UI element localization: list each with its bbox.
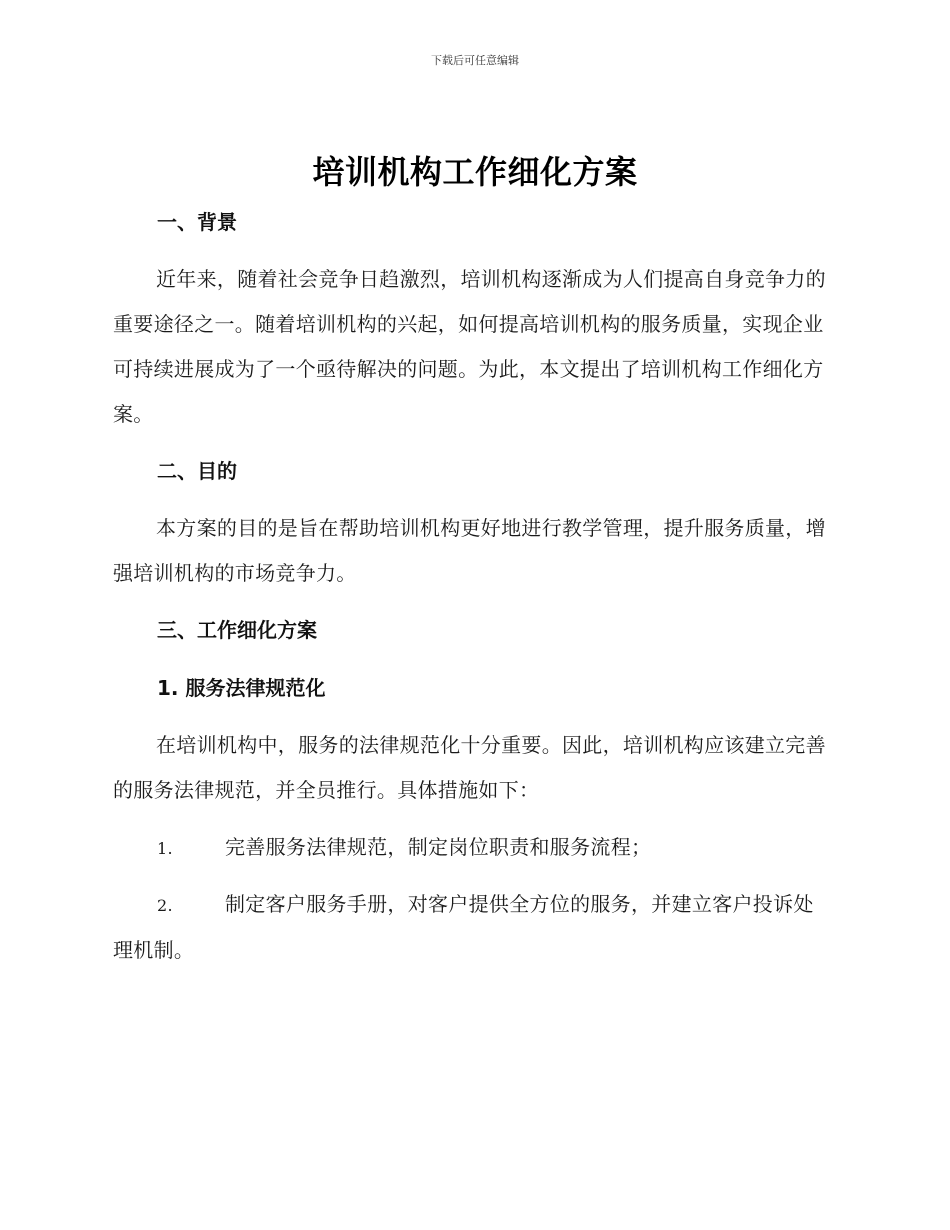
background-paragraph [113,257,833,437]
legal-paragraph [113,723,833,813]
list-number: 1. [157,839,173,858]
purpose-paragraph-text: 本方案的目的是旨在帮助培训机构更好地进行教学管理，提升服务质量，增强培训机构的市场竞争力。 [113,516,826,585]
section-heading-plan: 三、工作细化方案 [157,618,317,642]
list-number: 2. [157,896,173,915]
legal-paragraph-text: 在培训机构中，服务的法律规范化十分重要。因此，培训机构应该建立完善的服务法律规范，并全员推行。具体措施如下： [113,733,826,802]
background-paragraph-text: 近年来，随着社会竞争日趋激烈，培训机构逐渐成为人们提高自身竞争力的重要途径之一。随着培训机构的兴起，如何提高培训机构的服务质量，实现企业可持续进展成为了一个亟待解决的问题。为此，本文提出了培训机构工作细化方案。 [113,267,826,426]
subsection-heading-legal: 1. 服务法律规范化 [157,676,326,700]
page-header-note: 下载后可任意编辑 [431,54,519,67]
list-item-2 [113,876,833,973]
list-item-text: 完善服务法律规范，制定岗位职责和服务流程； [225,835,652,859]
document-title: 培训机构工作细化方案 [312,153,638,191]
section-heading-purpose: 二、目的 [157,459,237,483]
purpose-paragraph [113,506,833,596]
list-item-text: 制定客户服务手册，对客户提供全方位的服务，并建立客户投诉处理机制。 [113,892,814,962]
section-heading-background: 一、背景 [157,210,237,234]
list-item-1 [113,818,833,878]
